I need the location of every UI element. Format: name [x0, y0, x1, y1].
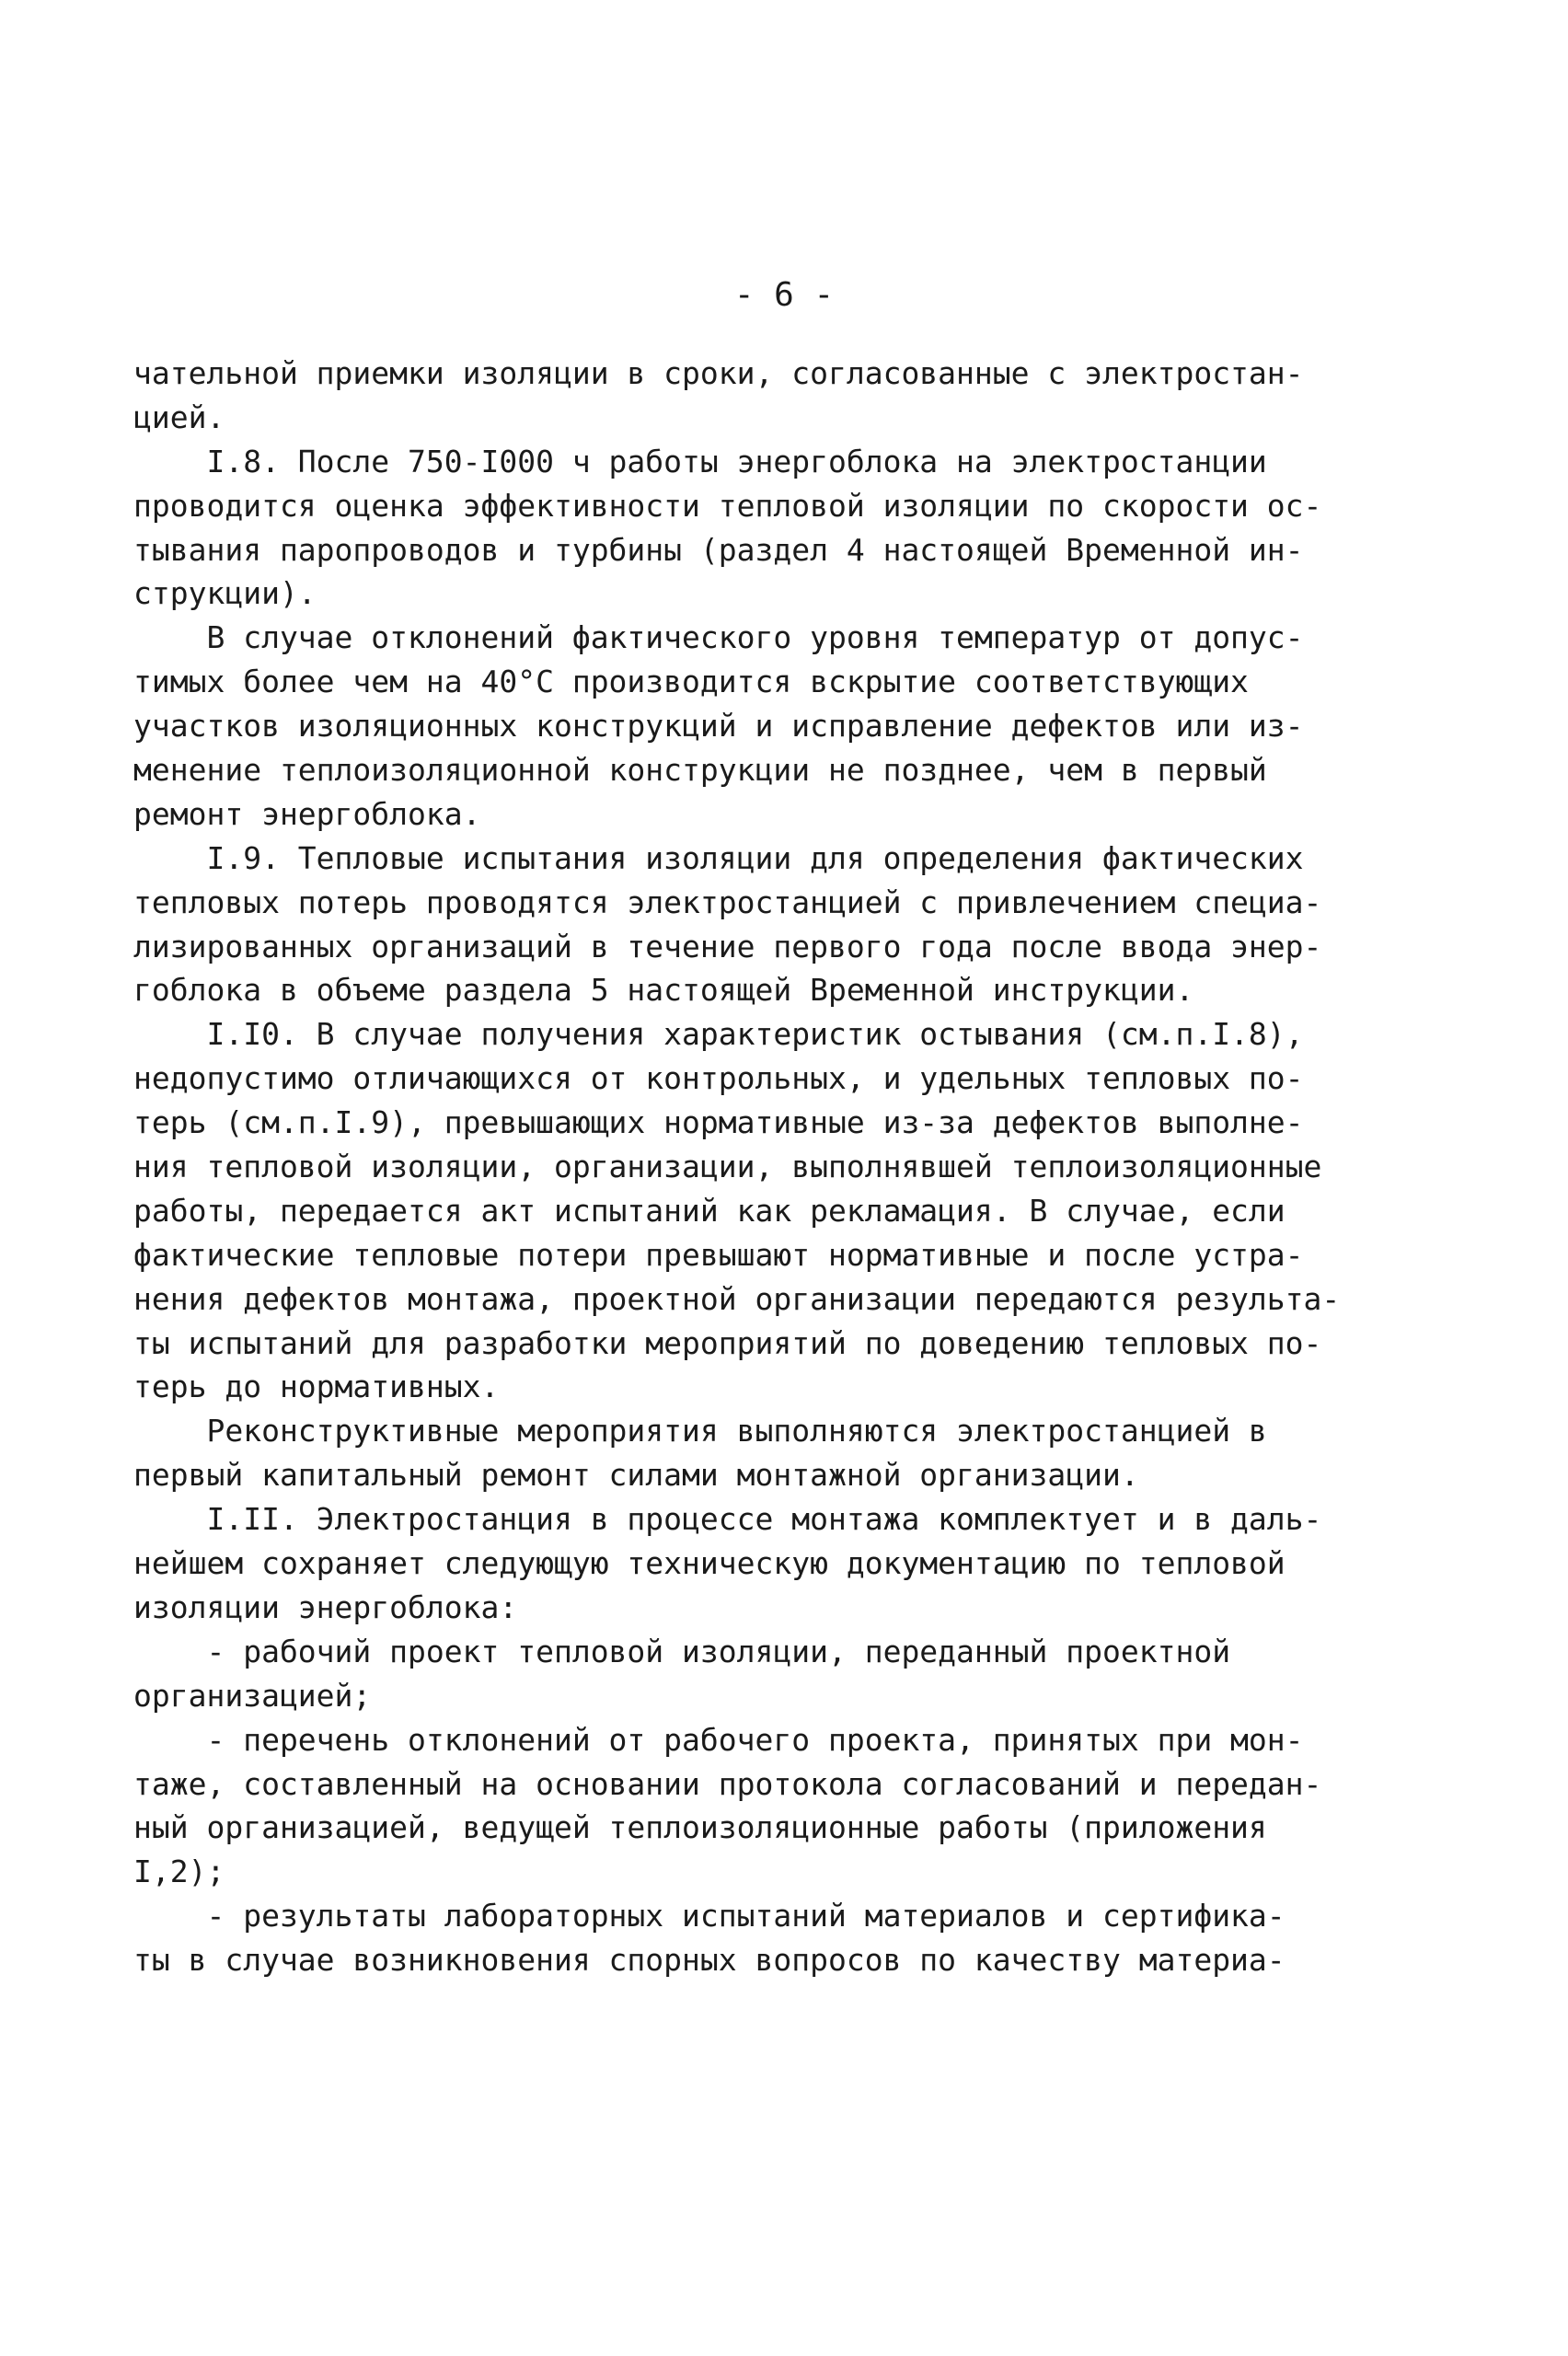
text-line: тывания паропроводов и турбины (раздел 4 настоящей Временной ин- — [133, 531, 1304, 568]
text-line: тимых более чем на 40°С производится вскрытие соответствующих — [133, 664, 1249, 700]
text-line: ты в случае возникновения спорных вопросов по качеству материа- — [133, 1942, 1286, 1979]
text-line: ремонт энергоблока. — [133, 795, 481, 832]
text-line: гоблока в объеме раздела 5 настоящей Временной инструкции. — [133, 972, 1194, 1009]
text-line: проводится оценка эффективности тепловой изоляции по скорости ос- — [133, 487, 1322, 524]
page-number: - 6 - — [733, 276, 835, 314]
text-line: организацией; — [133, 1677, 372, 1714]
text-line: изоляции энергоблока: — [133, 1588, 518, 1625]
text-line: тепловых потерь проводятся электростанцией с привлечением специа- — [133, 884, 1322, 920]
text-line: таже, составленный на основании протокола согласований и передан- — [133, 1765, 1322, 1802]
text-line: I.8. После 750-I000 ч работы энергоблока на электростанции — [133, 443, 1267, 479]
text-line: терь (см.п.I.9), превышающих нормативные из-за дефектов выполне- — [133, 1104, 1304, 1141]
text-line: терь до нормативных. — [133, 1369, 500, 1405]
text-line: ный организацией, ведущей теплоизоляционные работы (приложения — [133, 1809, 1267, 1846]
text-line: Реконструктивные мероприятия выполняются электростанцией в — [133, 1413, 1267, 1449]
text-line: работы, передается акт испытаний как рекламация. В случае, если — [133, 1192, 1286, 1229]
text-line: участков изоляционных конструкций и исправление дефектов или из- — [133, 708, 1304, 745]
text-line: менение теплоизоляционной конструкции не позднее, чем в первый — [133, 752, 1267, 789]
text-line: I.9. Тепловые испытания изоляции для определения фактических — [133, 839, 1304, 876]
body-text — [133, 352, 1348, 1982]
text-line: струкции). — [133, 575, 317, 612]
text-line: ния тепловой изоляции, организации, выполнявшей теплоизоляционные — [133, 1149, 1322, 1185]
text-line: цией. — [133, 398, 225, 435]
text-line: первый капитальный ремонт силами монтажной организации. — [133, 1457, 1139, 1494]
text-line: лизированных организаций в течение первого года после ввода энер- — [133, 928, 1322, 964]
text-line: нейшем сохраняет следующую техническую документацию по тепловой — [133, 1545, 1286, 1582]
text-line: I.II. Электростанция в процессе монтажа комплектует и в даль- — [133, 1501, 1322, 1538]
text-line: фактические тепловые потери превышают нормативные и после устра- — [133, 1236, 1304, 1273]
text-line: - результаты лабораторных испытаний материалов и сертифика- — [133, 1898, 1286, 1934]
text-line: В случае отклонений фактического уровня температур от допус- — [133, 619, 1304, 656]
text-line: нения дефектов монтажа, проектной организации передаются результа- — [133, 1280, 1341, 1317]
text-line: чательной приемки изоляции в сроки, согласованные с электростан- — [133, 355, 1304, 391]
text-line: - рабочий проект тепловой изоляции, переданный проектной — [133, 1633, 1231, 1669]
text-line: недопустимо отличающихся от контрольных, и удельных тепловых по- — [133, 1060, 1304, 1097]
text-line: ты испытаний для разработки мероприятий по доведению тепловых по- — [133, 1324, 1322, 1361]
text-line: I.I0. В случае получения характеристик остывания (см.п.I.8), — [133, 1016, 1304, 1053]
text-line: I,2); — [133, 1854, 225, 1890]
text-line: - перечень отклонений от рабочего проекта, принятых при мон- — [133, 1721, 1304, 1758]
